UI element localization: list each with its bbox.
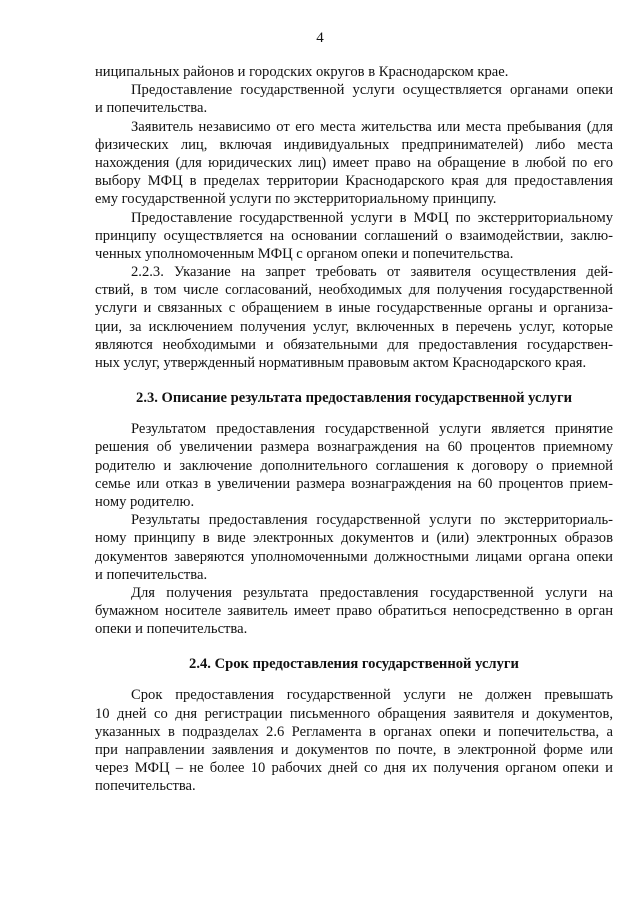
text-line: через МФЦ – не более 10 рабочих дней со дня их получения органом опеки и (95, 760, 613, 777)
section-2-3-paragraphs (95, 420, 613, 638)
text-line: 10 дней со дня регистрации письменного обращения заявителя и документов, (95, 705, 613, 722)
text-line: нахождения (для юридических лиц) имеет право на обращение в любой по его (95, 154, 613, 171)
page-number: 4 (316, 30, 324, 46)
text-line: ствий, в том числе согласований, необходимых для получения государственной (95, 282, 613, 299)
paragraph (95, 263, 613, 372)
text-line: 2.2.3. Указание на запрет требовать от заявителя осуществления дей- (131, 264, 613, 281)
text-line: родителю и заключение дополнительного соглашения к договору о приемной (95, 457, 613, 474)
text-line: опеки и попечительства. (95, 621, 248, 638)
text-line: ченных уполномоченным МФЦ с органом опеки и попечительства. (95, 245, 514, 262)
text-line: документов заверяются уполномоченными должностными лицами органа опеки (95, 548, 613, 565)
text-line: Результаты предоставления государственной услуги по экстерриториаль- (131, 512, 613, 529)
text-line: семье или отказ в увеличении размера вознаграждения на 60 процентов прием- (95, 475, 613, 492)
text-line: являются необходимыми и обязательными для предоставления государствен- (95, 336, 613, 353)
paragraph (95, 686, 613, 795)
text-line: услуги и связанных с обращением в иные государственные органы и организа- (95, 300, 613, 317)
paragraph (95, 209, 613, 264)
text-line: ции, за исключением получения услуг, включенных в перечень услуг, которые (95, 318, 613, 335)
text-line: Заявитель независимо от его места жительства или места пребывания (для (131, 118, 613, 135)
document-body (95, 63, 613, 796)
text-line: бумажном носителе заявитель имеет право обратиться непосредственно в орган (95, 603, 613, 620)
text-line: Предоставление государственной услуги осуществляется органами опеки (131, 82, 613, 99)
paragraph (95, 118, 613, 209)
paragraph (95, 511, 613, 584)
text-line: ных услуг, утвержденный нормативным правовым актом Краснодарского края. (95, 355, 587, 371)
text-line: при направлении заявления и документов по почте, в электронной форме или (95, 742, 613, 758)
paragraph (95, 81, 613, 117)
text-line: физических лиц, включая индивидуальных предпринимателей) либо места (95, 136, 613, 153)
paragraph (95, 420, 613, 511)
section-2-4-heading: 2.4. Срок предоставления государственной услуги (189, 656, 519, 673)
text-line: выбору МФЦ в пределах территории Краснодарского края для предоставления (95, 173, 613, 190)
text-line: Для получения результата предоставления государственной услуги на (131, 584, 613, 601)
text-line: принципу осуществляется на основании соглашений о взаимодействии, заклю- (95, 227, 613, 244)
paragraph (95, 63, 613, 81)
top-paragraphs (95, 63, 613, 372)
paragraph (95, 584, 613, 639)
text-line: и попечительства. (95, 566, 208, 583)
text-line: Срок предоставления государственной услуги не должен превышать (131, 687, 613, 704)
text-line: Предоставление государственной услуги в МФЦ по экстерриториальному (131, 209, 613, 226)
section-2-4-paragraphs (95, 686, 613, 795)
section-2-3-heading: 2.3. Описание результата предоставления государственной услуги (136, 390, 572, 407)
text-line: ному родителю. (95, 493, 195, 510)
text-line: решения об увеличении размера вознаграждения на 60 процентов приемному (95, 439, 613, 456)
text-line: Результатом предоставления государственной услуги является принятие (131, 421, 613, 438)
text-line: попечительства. (95, 778, 196, 795)
text-line: ному принципу в виде электронных документов и (или) электронных образов (95, 530, 613, 547)
text-line: ниципальных районов и городских округов в Краснодарском крае. (95, 64, 509, 80)
text-line: и попечительства. (95, 100, 208, 117)
text-line: ему государственной услуги по экстерриториальному принципу. (95, 191, 497, 208)
text-line: указанных в подразделах 2.6 Регламента в органах опеки и попечительства, а (95, 723, 613, 740)
